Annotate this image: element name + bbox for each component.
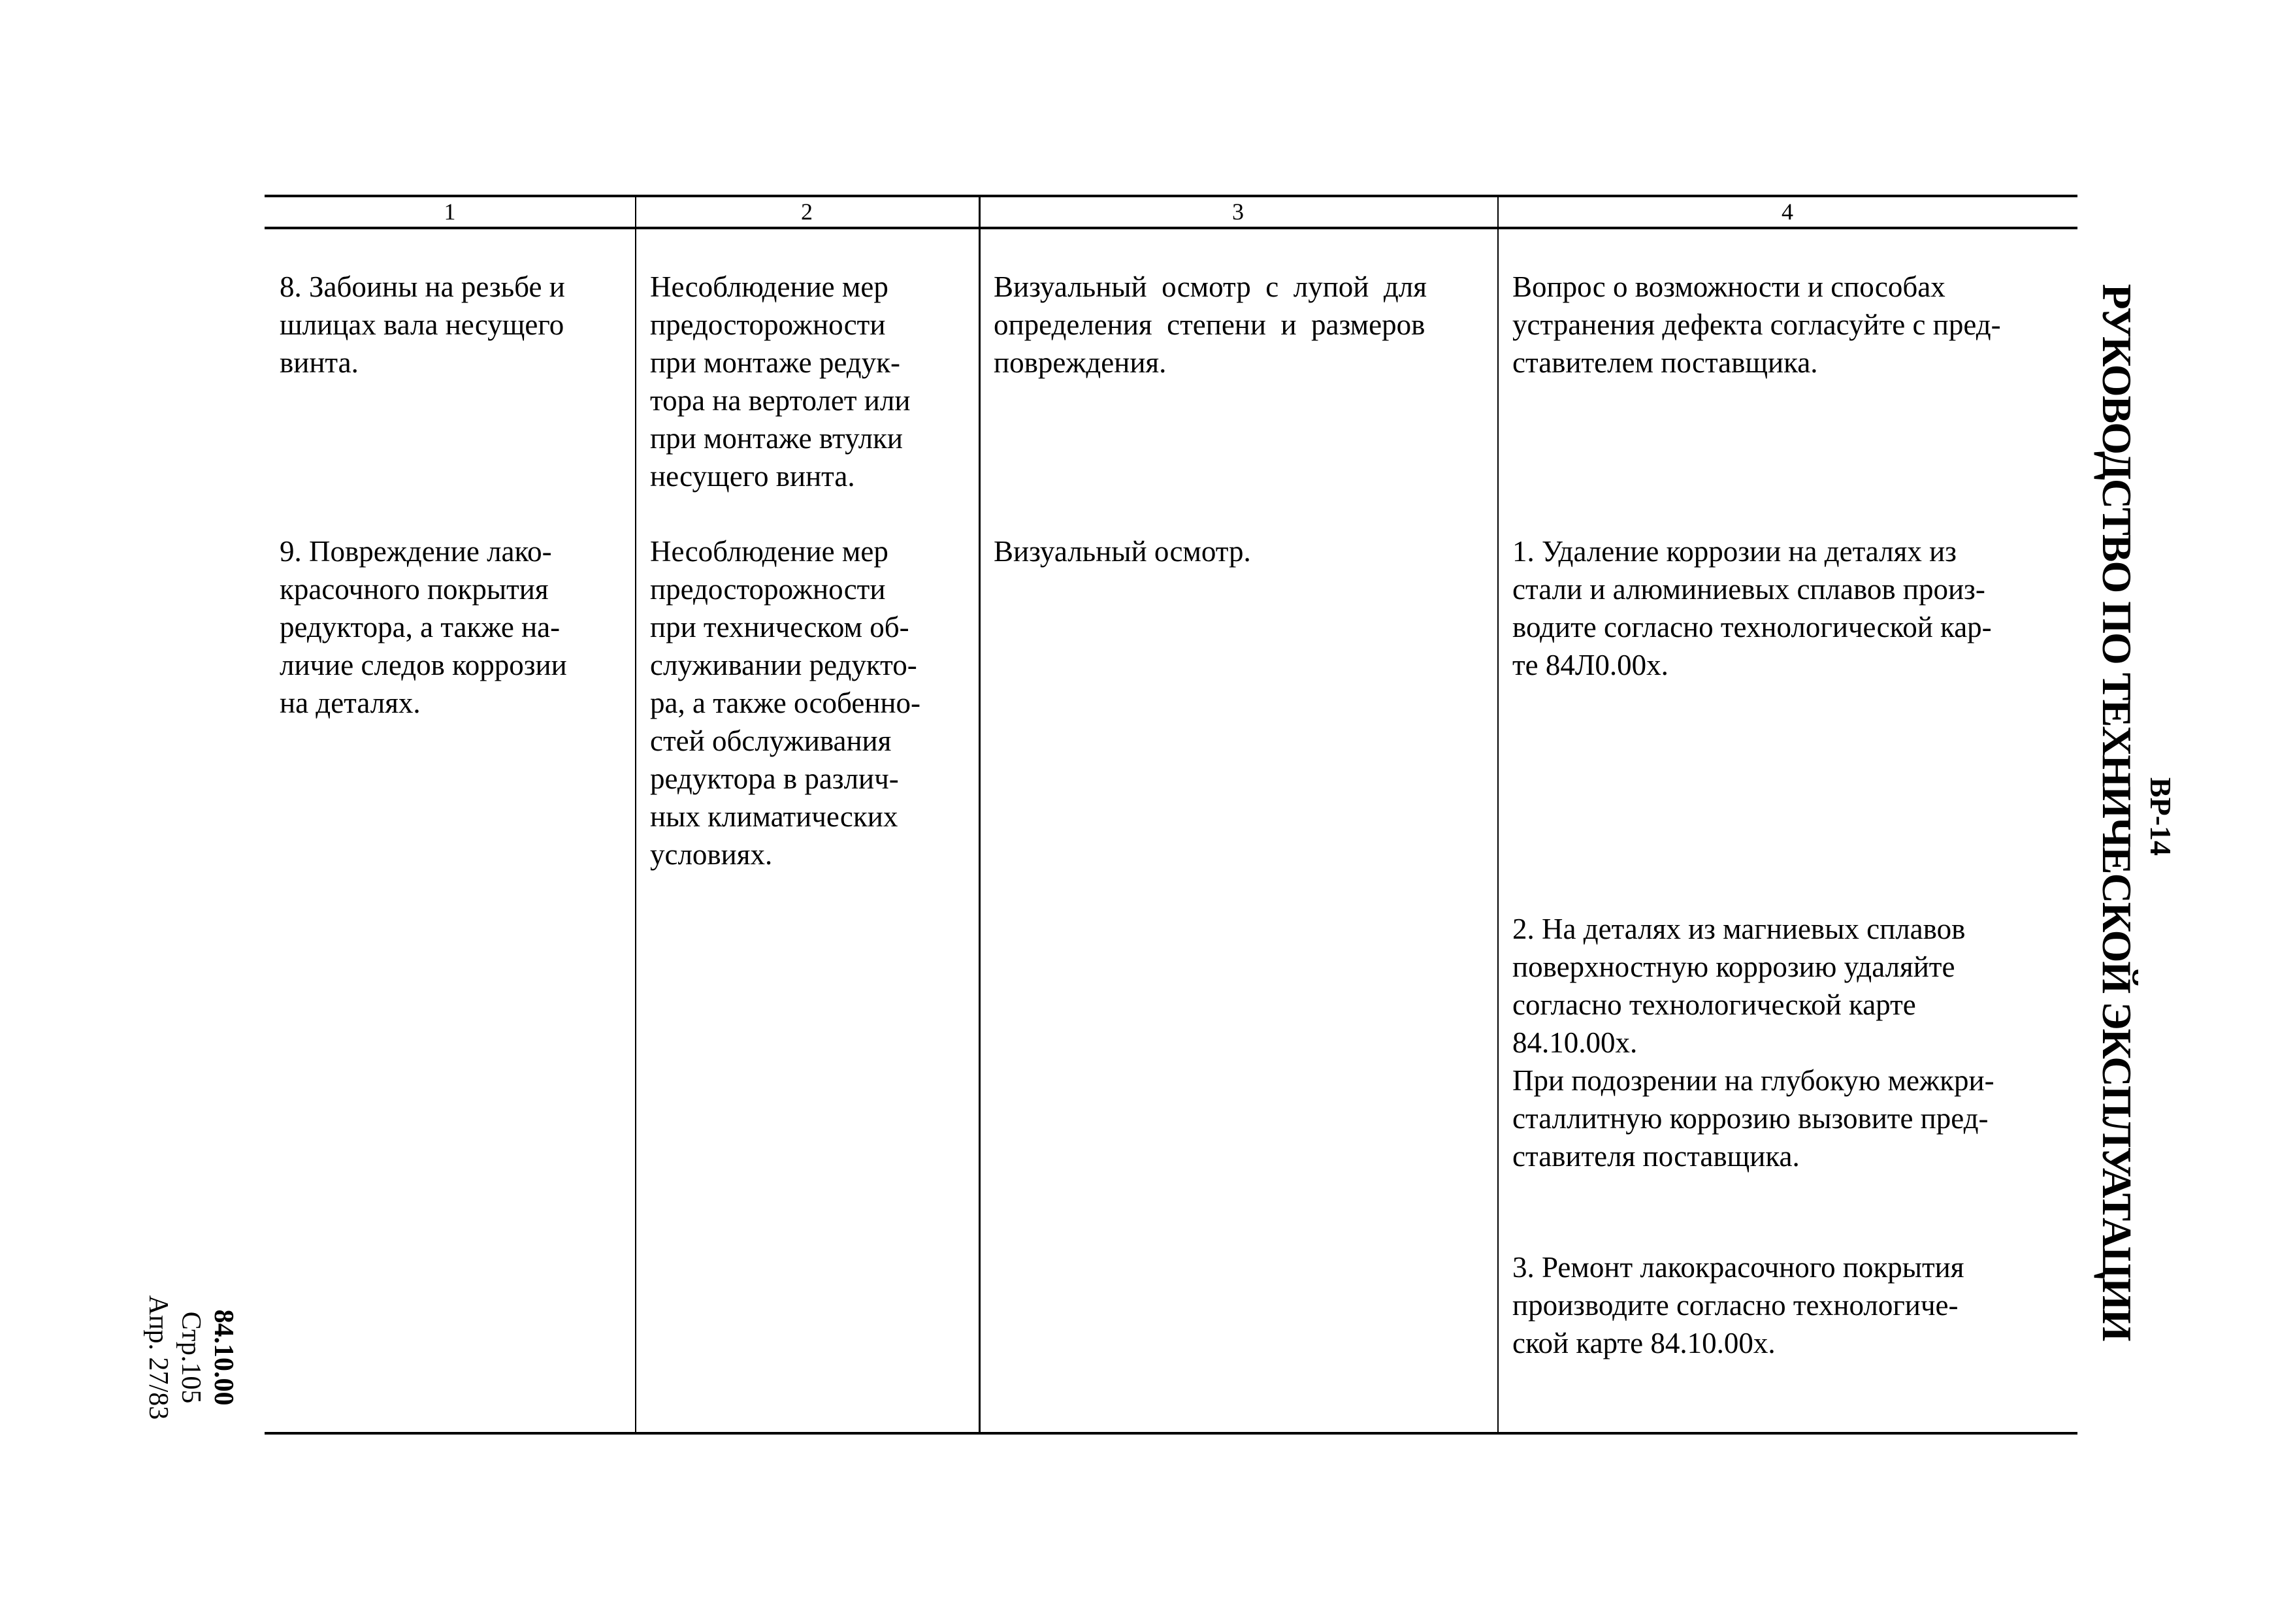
column-divider-2 — [979, 196, 981, 1433]
row-9-remedy-1: 1. Удаление коррозии на деталях из стали и алюминиевых сплавов произ- водите согласно технологической кар- те 84Л0.00х. — [1512, 535, 1992, 681]
document-code: ВР-14 — [2144, 777, 2177, 856]
row-8-defect: 8. Забоины на резьбе и шлицах вала несущего винта. — [280, 270, 565, 379]
column-header-3: 3 — [1232, 199, 1244, 225]
row-9-detection: Визуальный осмотр. — [994, 535, 1251, 568]
row-9-remedy-2: 2. На деталях из магниевых сплавов поверхностную коррозию удаляйте согласно технологической карте 84.10.00х. При подозрении на глубокую межкри- сталлитную коррозию вызовите пред- ставителя поставщика. — [1512, 913, 1994, 1173]
row-9-remedy-3: 3. Ремонт лакокрасочного покрытия производите согласно технологиче- ской карте 84.10.00х. — [1512, 1251, 1964, 1359]
document-title: РУКОВОДСТВО ПО ТЕХНИЧЕСКОЙ ЭКСПЛУАТАЦИИ — [2094, 284, 2140, 1340]
row-8-cause: Несоблюдение мер предосторожности при монтаже редук- тора на вертолет или при монтаже втулки несущего винта. — [650, 270, 911, 493]
footer-page: Стр.105 — [176, 1311, 206, 1404]
table-bottom-rule — [265, 1432, 2077, 1435]
footer-date: Апр. 27/83 — [143, 1295, 173, 1420]
column-divider-3 — [1497, 196, 1499, 1433]
column-header-4: 4 — [1782, 199, 1793, 225]
footer-section: 84.10.00 — [208, 1309, 238, 1406]
row-8-detection: Визуальный осмотр с лупой для определения степени и размеров повреждения. — [994, 270, 1427, 379]
row-8-remedy: Вопрос о возможности и способах устранения дефекта согласуйте с пред- ставителем поставщика. — [1512, 270, 2001, 379]
page-footer — [142, 1279, 240, 1436]
row-9-defect: 9. Повреждение лако- красочного покрытия редуктора, а также на- личие следов коррозии на деталях. — [280, 535, 567, 719]
column-header-1: 1 — [444, 199, 456, 225]
column-header-2: 2 — [801, 199, 813, 225]
row-9-cause: Несоблюдение мер предосторожности при техническом об- служивании редукто- ра, а также особенно- стей обслуживания редуктора в различ- ных климатических условиях. — [650, 535, 920, 871]
column-divider-1 — [635, 196, 636, 1433]
